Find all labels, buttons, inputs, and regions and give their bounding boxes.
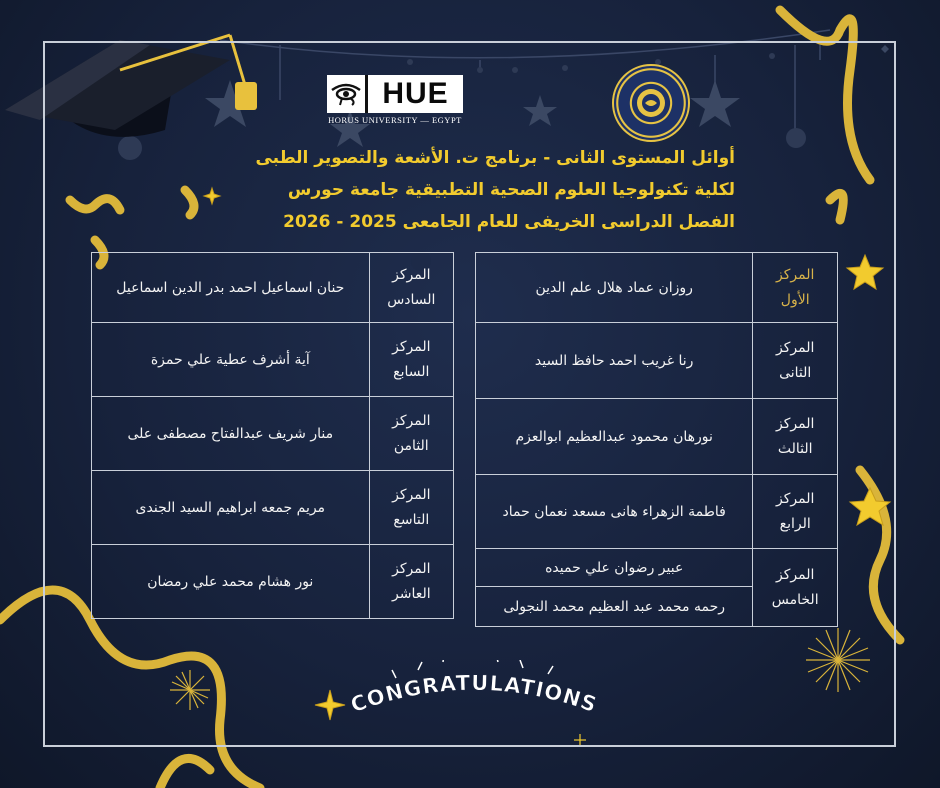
table-row [476, 399, 838, 475]
student-name-1: روزان عماد هلال علم الدين [476, 253, 753, 323]
student-name-5b: رحمه محمد عبد العظيم محمد النجولى [476, 587, 753, 627]
ranks-table-1-to-5 [475, 252, 838, 627]
rank-cell-9: المركز التاسع [369, 471, 453, 545]
table-row [476, 253, 838, 323]
heading-line-1: أوائل المستوى الثانى - برنامج ت. الأشعة والتصوير الطبى [255, 148, 735, 168]
hue-logo [327, 75, 463, 125]
student-name-3: نورهان محمود عبدالعظيم ابوالعزم [476, 399, 753, 475]
eye-of-horus-icon [327, 75, 368, 113]
svg-text:CONGRATULATIONS [347, 671, 600, 717]
table-row [92, 397, 454, 471]
rank-cell-4: المركز الرابع [753, 475, 838, 549]
table-row [476, 475, 838, 549]
table-row [92, 545, 454, 619]
rank-cell-8: المركز الثامن [369, 397, 453, 471]
ranks-table-6-to-10 [91, 252, 454, 619]
rank-cell-7: المركز السابع [369, 323, 453, 397]
hue-logo-subtitle: HORUS UNIVERSITY — EGYPT [328, 115, 462, 125]
congratulations-text: CONGRATULATIONS [347, 670, 601, 718]
student-name-2: رنا غريب احمد حافظ السيد [476, 323, 753, 399]
rank-cell-6: المركز السادس [369, 253, 453, 323]
student-name-5a: عبير رضوان علي حميده [476, 549, 753, 587]
hue-logo-text: HUE [382, 77, 449, 110]
rank-cell-3: المركز الثالث [753, 399, 838, 475]
heading-line-2: لكلية تكنولوجيا العلوم الصحية التطبيقية جامعة حورس [287, 180, 735, 200]
rank-cell-10: المركز العاشر [369, 545, 453, 619]
student-name-7: آية أشرف عطية علي حمزة [92, 323, 370, 397]
student-name-10: نور هشام محمد علي رمضان [92, 545, 370, 619]
rank-cell-5: المركز الخامس [753, 549, 838, 627]
table-row [476, 549, 838, 587]
university-seal-logo [612, 64, 690, 142]
student-name-8: منار شريف عبدالفتاح مصطفى على [92, 397, 370, 471]
table-row [476, 323, 838, 399]
student-name-4: فاطمة الزهراء هانى مسعد نعمان حماد [476, 475, 753, 549]
table-row [92, 323, 454, 397]
rank-cell-1: المركز الأول [753, 253, 838, 323]
student-name-6: حنان اسماعيل احمد بدر الدين اسماعيل [92, 253, 370, 323]
rank-cell-2: المركز الثانى [753, 323, 838, 399]
table-row [92, 253, 454, 323]
student-name-9: مريم جمعه ابراهيم السيد الجندى [92, 471, 370, 545]
heading-line-3: الفصل الدراسى الخريفى للعام الجامعى 2025 - 2026 [283, 212, 735, 232]
table-row [92, 471, 454, 545]
congratulations-banner [338, 660, 608, 730]
